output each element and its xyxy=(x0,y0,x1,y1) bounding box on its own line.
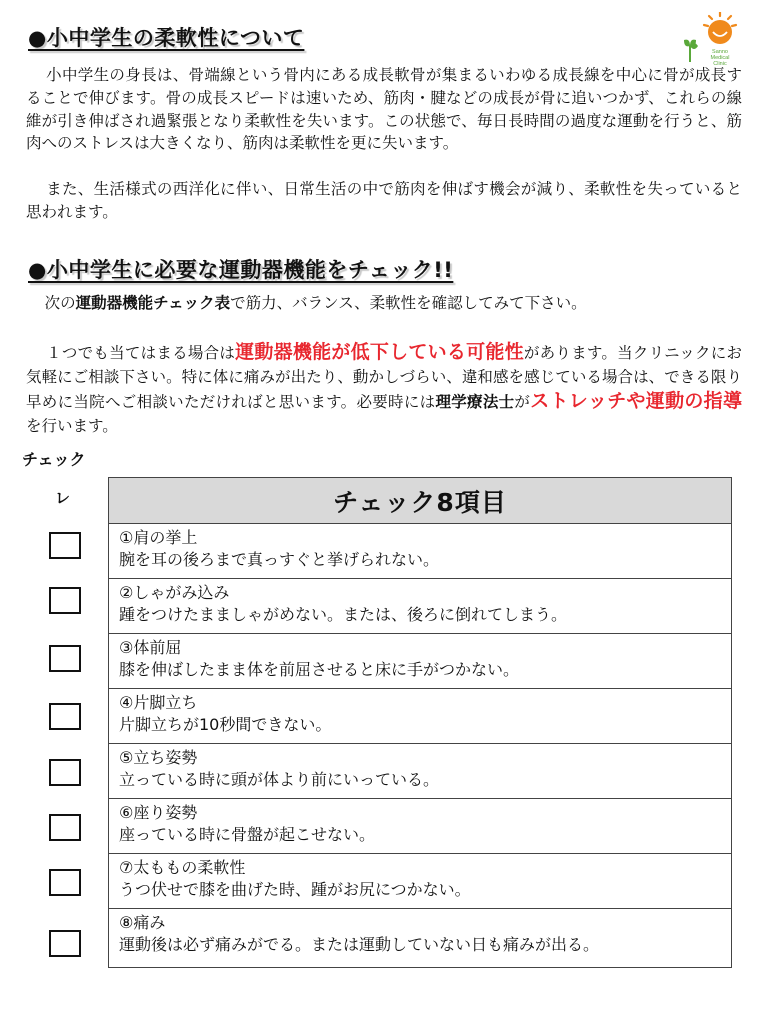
item-title: ⑦太ももの柔軟性 xyxy=(119,858,246,877)
item-description: 腕を耳の後ろまで真っすぐと挙げられない。 xyxy=(119,550,440,569)
checkbox-item-8[interactable] xyxy=(49,930,81,957)
table-row xyxy=(109,854,731,909)
checkbox-item-7[interactable] xyxy=(49,869,81,896)
table-row xyxy=(109,634,731,689)
item-description: 片脚立ちが10秒間できない。 xyxy=(119,715,332,734)
section-heading-flexibility: ●小中学生の柔軟性について xyxy=(28,26,305,50)
check-table-title: チェック8項目 xyxy=(109,478,731,524)
section-heading-check: ●小中学生に必要な運動器機能をチェック!! xyxy=(28,258,454,282)
item-description: 座っている時に骨盤が起こせない。 xyxy=(119,825,376,844)
item-description: 膝を伸ばしたまま体を前屈させると床に手がつかない。 xyxy=(119,660,520,679)
table-row xyxy=(109,579,731,634)
item-title: ⑤立ち姿勢 xyxy=(119,748,198,767)
checkbox-item-1[interactable] xyxy=(49,532,81,559)
item-description: 立っている時に頭が体より前にいっている。 xyxy=(119,770,440,789)
item-title: ②しゃがみ込み xyxy=(119,583,230,602)
checkbox-item-5[interactable] xyxy=(49,759,81,786)
item-title: ⑧痛み xyxy=(119,913,166,932)
check-table-name: 運動器機能チェック表 xyxy=(75,294,231,312)
item-title: ⑥座り姿勢 xyxy=(119,803,198,822)
physical-therapist-label: 理学療法士 xyxy=(435,393,515,411)
highlight-guidance: ストレッチや運動の指導 xyxy=(530,390,742,412)
table-row xyxy=(109,799,731,854)
clinic-logo xyxy=(676,12,740,68)
paragraph-lifestyle: また、生活様式の西洋化に伴い、日常生活の中で筋肉を伸ばす機会が減り、柔軟性を失っていると思われます。 xyxy=(26,180,742,221)
checkbox-item-4[interactable] xyxy=(49,703,81,730)
item-description: うつ伏せで膝を曲げた時、踵がお尻につかない。 xyxy=(119,880,471,899)
check-table xyxy=(108,477,732,968)
checkbox-item-2[interactable] xyxy=(49,587,81,614)
item-description: 運動後は必ず痛みがでる。または運動していない日も痛みが出る。 xyxy=(119,935,600,954)
svg-text:Clinic: Clinic xyxy=(713,61,727,67)
check-column-label: チェック xyxy=(22,450,86,469)
paragraph-advice: １つでも当てはまる場合は運動器機能が低下している可能性があります。当クリニックにお気軽にご相談下さい。特に体に痛みが出たり、動かしづらい、違和感を感じている場合は、できる限り早めに当院へご相談いただければと思います。必要時には理学療法士がストレッチや運動の指導を行います。 xyxy=(26,341,742,435)
svg-text:Medical: Medical xyxy=(710,55,730,61)
paragraph-growth: 小中学生の身長は、骨端線という骨内にある成長軟骨が集まるいわゆる成長線を中心に骨が成長することで伸びます。骨の成長スピードは速いため、筋肉・腱などの成長が骨に追いつかず、これらの線維が引き伸ばされ過緊張となり柔軟性を失います。この状態で、毎日長時間の過度な運動を行うと、筋肉へのストレスは大きくなり、筋肉は柔軟性を更に失います。 xyxy=(26,66,742,153)
checkbox-item-6[interactable] xyxy=(49,814,81,841)
check-mark-header: レ xyxy=(55,489,71,507)
table-row xyxy=(109,524,731,579)
highlight-decline: 運動器機能が低下している可能性 xyxy=(235,341,524,363)
svg-text:Sanno: Sanno xyxy=(712,49,728,55)
item-description: 踵をつけたまましゃがめない。または、後ろに倒れてしまう。 xyxy=(119,605,568,624)
checkbox-item-3[interactable] xyxy=(49,645,81,672)
item-title: ③体前屈 xyxy=(119,638,182,657)
paragraph-intro: 次の運動器機能チェック表で筋力、バランス、柔軟性を確認してみて下さい。 xyxy=(44,294,587,312)
table-row xyxy=(109,744,731,799)
item-title: ④片脚立ち xyxy=(119,693,198,712)
item-title: ①肩の挙上 xyxy=(119,528,198,547)
table-row xyxy=(109,909,731,967)
table-row xyxy=(109,689,731,744)
